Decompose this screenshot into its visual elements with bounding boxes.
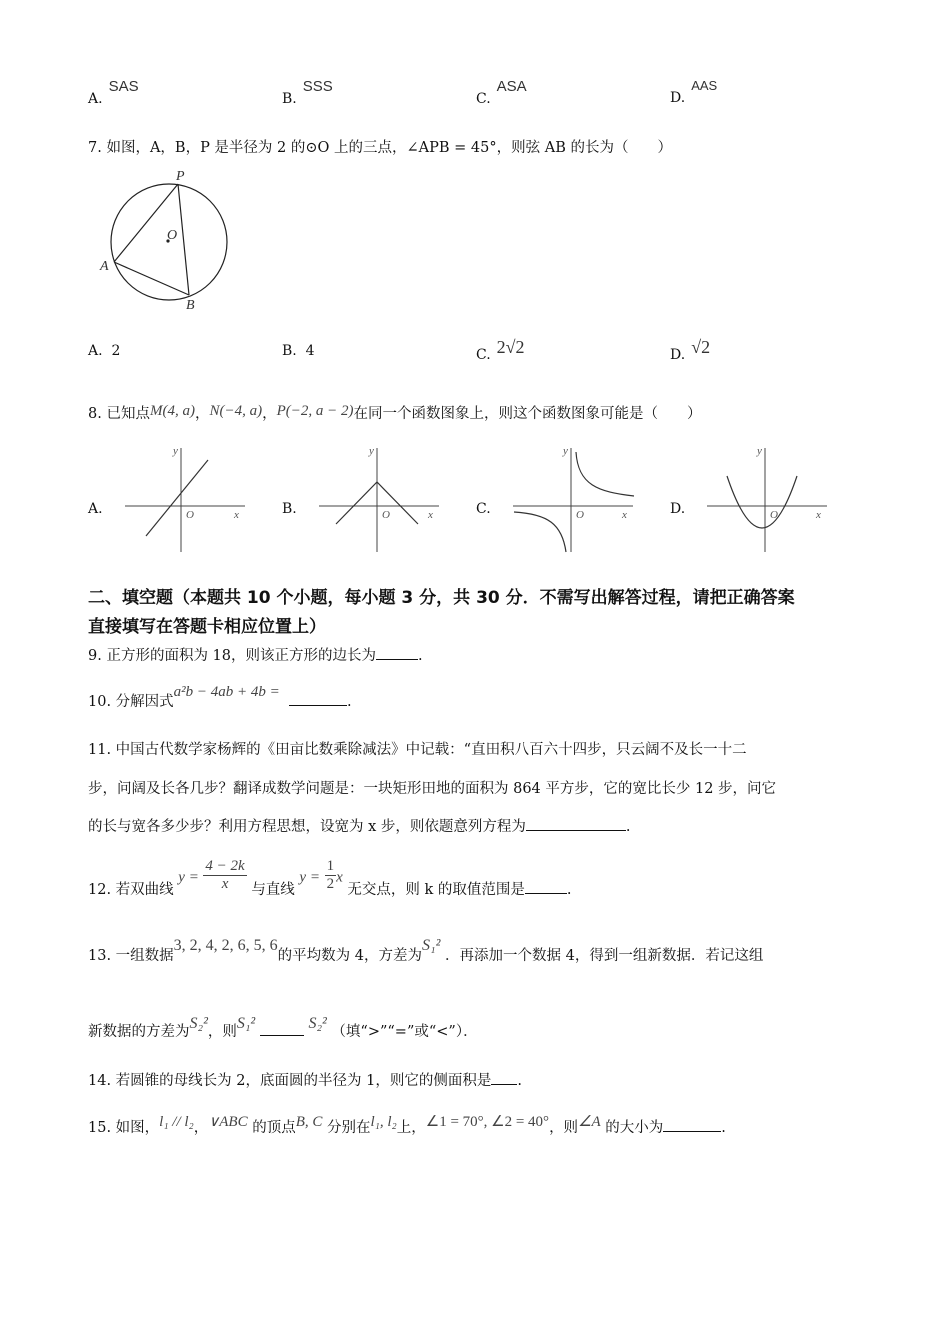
parabola [727, 476, 797, 528]
q10 [88, 684, 352, 711]
q13-line2-suffix: （填“>”“=”或“<”）． [331, 1024, 478, 1040]
answer-blank[interactable] [525, 879, 567, 894]
chord-pa [114, 184, 178, 262]
label-p: P [176, 169, 185, 184]
q13-line1 [88, 937, 764, 965]
q6-option-d [670, 78, 718, 106]
line-lhs: y = [299, 869, 320, 886]
q9-text: 9. 正方形的面积为 18，则该正方形的边长为 [88, 648, 377, 664]
option-label: A. [88, 91, 103, 107]
period: . [566, 881, 572, 898]
q8-stem: 8. 已知点M(4, a)，N(−4, a)，P(−2, a − 2)在同一个函数图象上，则这个函数图象可能是（ ） [88, 403, 702, 422]
hyperbola-numerator: 4 − 2k [205, 858, 245, 874]
q8-graph-d [702, 440, 832, 555]
q14-text: 14. 若圆锥的母线长为 2，底面圆的半径为 1，则它的侧面积是 [88, 1073, 492, 1089]
q8-graph-b [314, 440, 444, 555]
q13-line2-prefix: 新数据的方差为 [88, 1024, 190, 1040]
q12-mid: 与直线 [251, 881, 295, 898]
period: . [721, 1120, 726, 1136]
section2-heading-line1: 二、填空题（本题共 10 个小题，每小题 3 分，共 30 分．不需写出解答过程，请把正确答案 [88, 588, 795, 608]
q15-bc: B, C [295, 1114, 323, 1130]
answer-blank[interactable] [376, 645, 418, 660]
option-label: A. [88, 343, 103, 359]
q11-line3-text: 的长与宽各多少步？利用方程思想，设宽为 x 步，则依题意列方程为 [88, 819, 526, 835]
option-value: SAS [108, 78, 139, 95]
section2-heading-line2: 直接填写在答题卡相应位置上） [88, 617, 326, 637]
q13-line2-mid: ，则 [207, 1024, 237, 1040]
q8-prefix: 8. 已知点 [88, 406, 150, 422]
point-n: N(−4, a) [209, 403, 263, 419]
origin-label: O [382, 509, 390, 521]
q14 [88, 1069, 522, 1090]
q6-option-a [88, 78, 139, 107]
q9 [88, 644, 423, 665]
q15-prefix: 15. 如图， [88, 1120, 160, 1136]
chord-ab [114, 262, 189, 295]
q15-triangle: ∨ABC [208, 1114, 248, 1130]
point-p: P(−2, a − 2) [276, 403, 354, 419]
q12-suffix: 无交点，则 k 的取值范围是 [347, 881, 525, 898]
q15-on-text: 分别在 [326, 1120, 371, 1136]
option-label: D. [670, 90, 686, 106]
label-a: A [100, 259, 109, 274]
hyperbola-lhs: y = [178, 869, 199, 886]
q15-vertices-text: 的顶点 [252, 1120, 296, 1136]
q7-circle-figure [92, 165, 242, 315]
label-b: B [186, 298, 195, 313]
q7-option-d [670, 337, 711, 364]
q15-then: ，则 [549, 1120, 579, 1136]
x-label: x [234, 509, 239, 521]
q8-option-d-label: D. [670, 501, 686, 517]
q13-suffix: ．再添加一个数据 4，得到一组新数据．若记这组 [444, 948, 764, 964]
q7-option-a [88, 343, 120, 359]
line-numerator: 1 [326, 858, 335, 874]
q15-suffix: 的大小为 [605, 1120, 664, 1136]
q15-parallel: l₁ // l₂ [159, 1114, 194, 1130]
q8-graph-a [120, 440, 250, 555]
q13-line2 [88, 1015, 478, 1041]
hyperbola-branch-1 [576, 452, 634, 496]
option-value: √2 [691, 337, 711, 357]
option-label: C. [476, 347, 491, 363]
period: . [347, 694, 352, 710]
hyperbola-fraction [203, 858, 246, 893]
q12-prefix: 12. 若双曲线 [88, 881, 174, 898]
q11-line1: 11. 中国古代数学家杨辉的《田亩比数乘除减法》中记载：“直田积八百六十四步，只云阔不及长一十二 [88, 742, 747, 758]
option-label: B. [282, 343, 297, 359]
q15 [88, 1116, 726, 1137]
x-label: x [622, 509, 627, 521]
period: . [625, 819, 631, 835]
period: . [418, 648, 423, 664]
point-m: M(4, a) [149, 403, 195, 419]
q8-graph-c [508, 440, 638, 555]
comma: ， [193, 1120, 209, 1136]
answer-blank[interactable] [663, 1117, 721, 1132]
line-fraction [325, 858, 337, 893]
q7-stem: 7. 如图，A，B，P 是半径为 2 的⊙O 上的三点，∠APB = 45°，则弦 AB 的长为（ ） [88, 140, 672, 156]
answer-blank[interactable] [260, 1021, 304, 1036]
function-line [146, 460, 208, 536]
option-label: C. [476, 91, 491, 107]
q13-prefix: 13. 一组数据 [88, 948, 174, 964]
origin-label: O [576, 509, 584, 521]
chord-pb [178, 184, 189, 295]
q7-option-c [476, 337, 525, 364]
line-denominator: 2 [326, 876, 335, 892]
answer-blank[interactable] [526, 816, 626, 831]
q15-lines: l₁, l₂ [370, 1114, 397, 1130]
label-o: O [167, 228, 178, 243]
hyperbola-branch-2 [514, 512, 566, 552]
option-value: ASA [496, 78, 527, 95]
answer-blank[interactable] [491, 1070, 517, 1085]
variance-s1-compare: S₁² [236, 1015, 256, 1032]
answer-blank[interactable] [289, 691, 347, 706]
origin-label: O [186, 509, 194, 521]
q15-angle-a: ∠A [578, 1114, 601, 1130]
option-value: AAS [691, 78, 718, 93]
q6-option-c [476, 78, 527, 107]
variance-s2: S₂² [189, 1015, 208, 1032]
x-label: x [428, 509, 433, 521]
x-label: x [816, 509, 821, 521]
q10-expr: a²b − 4ab + 4b = [173, 684, 280, 700]
q12 [88, 858, 572, 898]
y-label: y [173, 445, 178, 457]
q7-option-b [282, 343, 315, 359]
y-label: y [369, 445, 374, 457]
q15-angles: ∠1 = 70°, ∠2 = 40° [425, 1114, 550, 1130]
q15-on-end: 上， [396, 1120, 426, 1136]
q11-line2: 步，问阔及长各几步？翻译成数学问题是：一块矩形田地的面积为 864 平方步，它的宽比长少 12 步，问它 [88, 781, 777, 797]
option-value: 2 [111, 343, 121, 359]
q13-data: 3, 2, 4, 2, 6, 5, 6 [173, 937, 278, 954]
y-label: y [563, 445, 568, 457]
option-value: 2√2 [496, 337, 525, 357]
option-value: SSS [302, 78, 333, 95]
q8-option-a-label: A. [88, 501, 103, 517]
q13-mid: 的平均数为 4，方差为 [277, 948, 423, 964]
q8-option-c-label: C. [476, 501, 491, 517]
variance-s1: S₁² [422, 937, 441, 954]
q10-prefix: 10. 分解因式 [88, 694, 174, 710]
q11-line3 [88, 815, 631, 836]
option-value: 4 [305, 343, 315, 359]
origin-label: O [770, 509, 778, 521]
y-label: y [757, 445, 762, 457]
q6-option-b [282, 78, 333, 107]
period: . [517, 1073, 522, 1089]
line-var: x [336, 869, 343, 886]
variance-s2-compare: S₂² [308, 1015, 327, 1032]
hyperbola-denominator: x [221, 876, 229, 892]
option-label: B. [282, 91, 297, 107]
q8-suffix: 在同一个函数图象上，则这个函数图象可能是（ ） [353, 406, 702, 422]
option-label: D. [670, 347, 686, 363]
q8-option-b-label: B. [282, 501, 297, 517]
